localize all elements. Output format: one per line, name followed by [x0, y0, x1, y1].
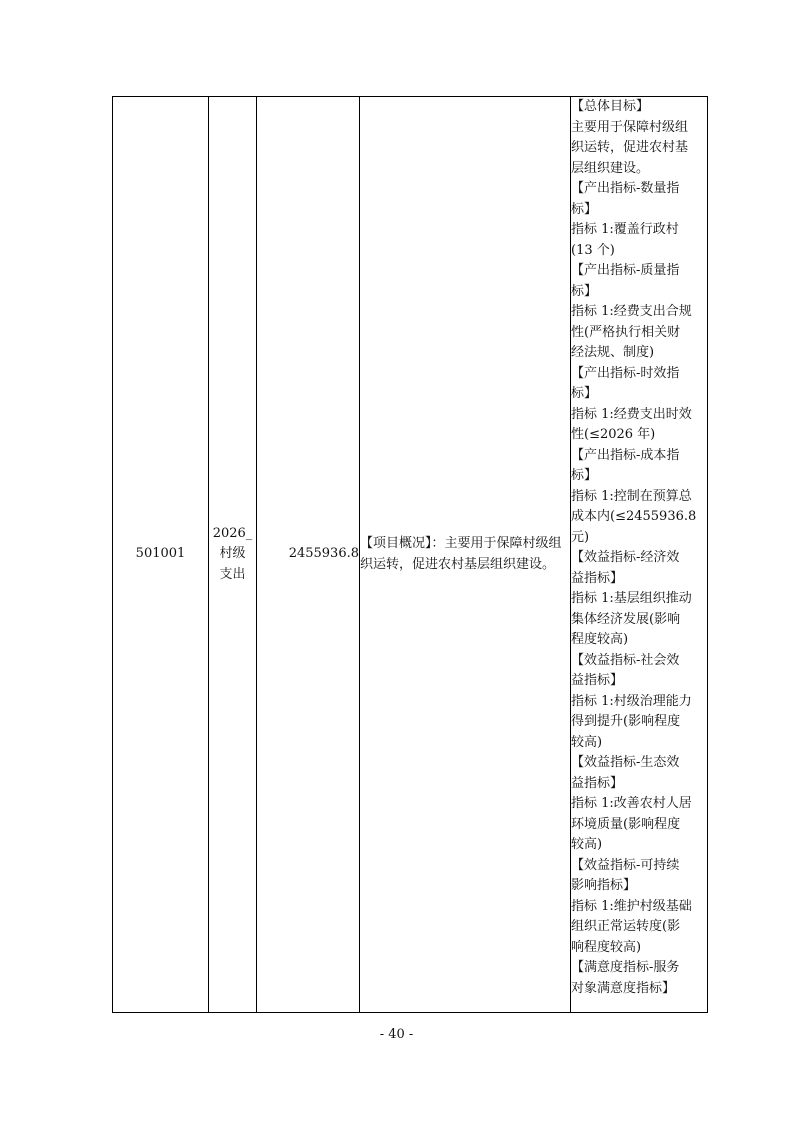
goal-line: 元) — [571, 529, 590, 545]
project-name-line: 2026_ — [212, 525, 253, 541]
goal-line: 经法规、制度) — [571, 345, 655, 360]
goal-line: 指标 1:经费支出合规 — [571, 304, 692, 319]
goal-line: 性(严格执行相关财 — [571, 324, 681, 340]
goal-line: 集体经济发展(影响 — [571, 611, 681, 627]
goal-line: 【效益指标-经济效 — [571, 550, 680, 565]
goal-line: 指标 1:村级治理能力 — [571, 693, 692, 709]
goal-line: 益指标】 — [571, 775, 624, 791]
goal-line: 标】 — [571, 386, 598, 401]
goal-line: (13 个) — [571, 242, 615, 258]
goal-line: 组织正常运转度(影 — [571, 919, 681, 934]
goal-line: 益指标】 — [571, 570, 624, 586]
goal-line: 较高) — [571, 837, 603, 852]
goal-line: 益指标】 — [571, 673, 624, 688]
goal-line: 指标 1:经费支出时效 — [571, 406, 692, 422]
goal-line: 指标 1:维护村级基础 — [571, 898, 692, 914]
goal-line: 【效益指标-社会效 — [571, 652, 680, 668]
project-description-cell: 【项目概况】：主要用于保障村级组织运转，促进农村基层组织建设。 — [360, 97, 571, 1013]
goal-line: 环境质量(影响程度 — [571, 816, 681, 832]
function-code-cell: 501001 — [113, 97, 209, 1013]
goal-line: 【满意度指标-服务 — [571, 960, 680, 975]
goal-line: 标】 — [571, 201, 598, 217]
goal-line: 程度较高) — [571, 632, 629, 647]
goal-line: 【效益指标-可持续 — [571, 857, 680, 873]
goal-line: 标】 — [571, 283, 598, 299]
goal-line: 得到提升(影响程度 — [571, 714, 681, 729]
table-row — [113, 97, 708, 1013]
goal-line: 标】 — [571, 468, 598, 483]
goal-line: 成本内(≤2455936.8 — [571, 509, 697, 524]
goal-line: 层组织建设。 — [571, 160, 650, 176]
goal-line: 【产出指标-时效指 — [571, 365, 680, 381]
performance-goals-cell — [571, 97, 708, 1013]
project-name-cell — [209, 97, 257, 1013]
goal-line: 影响指标】 — [571, 878, 637, 893]
budget-table — [112, 96, 708, 1013]
project-name-line: 支出 — [219, 566, 246, 582]
page-number: - 40 - — [379, 1027, 414, 1042]
goal-line: 【总体目标】 — [571, 99, 650, 114]
goal-line: 响程度较高) — [571, 939, 642, 955]
goal-line: 指标 1:改善农村人居 — [571, 796, 692, 811]
goal-line: 指标 1:控制在预算总 — [571, 488, 692, 504]
goal-line: 较高) — [571, 734, 603, 750]
project-name-line: 村级 — [219, 546, 246, 562]
goal-line: 对象满意度指标】 — [571, 980, 676, 996]
goal-line: 性(≤2026 年) — [571, 427, 656, 442]
goal-line: 指标 1:覆盖行政村 — [571, 222, 679, 237]
goal-line: 【效益指标-生态效 — [571, 755, 680, 770]
goal-line: 【产出指标-数量指 — [571, 181, 680, 196]
goal-line: 【产出指标-质量指 — [571, 263, 680, 278]
goal-line: 指标 1:基层组织推动 — [571, 591, 692, 606]
goal-line: 织运转，促进农村基 — [571, 140, 689, 155]
goal-line: 主要用于保障村级组 — [571, 119, 689, 135]
amount-cell: 2455936.8 — [257, 97, 360, 1013]
goal-line: 【产出指标-成本指 — [571, 447, 680, 463]
